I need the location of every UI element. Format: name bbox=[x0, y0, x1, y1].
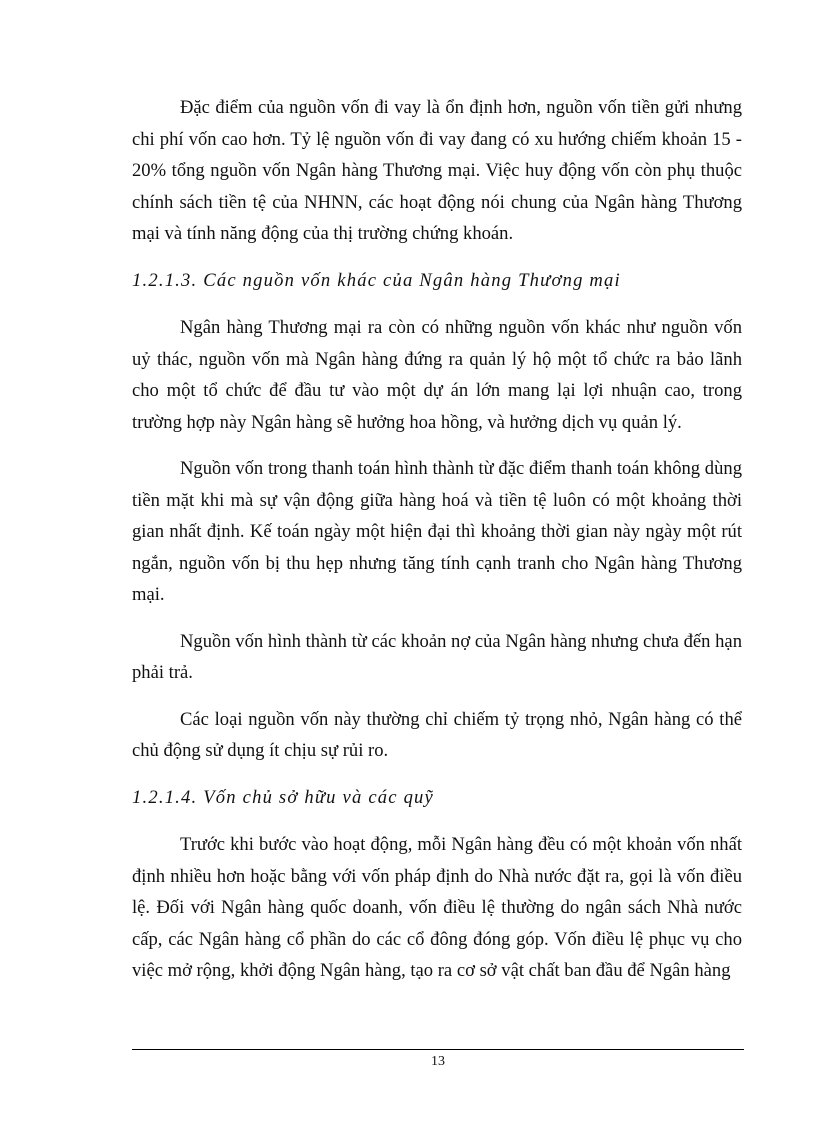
paragraph-payment-capital: Nguồn vốn trong thanh toán hình thành từ đặc điểm thanh toán không dùng tiền mặt khi mà sự vận động giữa hàng hoá và tiền tệ luôn có một khoảng thời gian nhất định. Kế toán ngày một hiện đại thì khoảng thời gian này ngày một rút ngắn, nguồn vốn bị thu hẹp nhưng tăng tính cạnh tranh cho Ngân hàng Thương mại. bbox=[132, 458, 742, 605]
section-heading-other-capital: 1.2.1.3. Các nguồn vốn khác của Ngân hàng Thương mại bbox=[132, 269, 621, 291]
section-heading-equity-funds: 1.2.1.4. Vốn chủ sở hữu và các quỹ bbox=[132, 786, 435, 808]
paragraph-trust-capital: Ngân hàng Thương mại ra còn có những nguồn vốn khác như nguồn vốn uỷ thác, nguồn vốn mà Ngân hàng đứng ra quản lý hộ một tổ chức ra bảo lãnh cho một tổ chức để đầu tư vào một dự án lớn mang lại lợi nhuận cao, trong trường hợp này Ngân hàng sẽ hưởng hoa hồng, và hưởng dịch vụ quản lý. bbox=[132, 317, 742, 433]
paragraph-small-proportion: Các loại nguồn vốn này thường chỉ chiếm tỷ trọng nhỏ, Ngân hàng có thể chủ động sử dụng ít chịu sự rủi ro. bbox=[132, 708, 742, 761]
page-number: 13 bbox=[431, 1054, 445, 1069]
paragraph-borrowed-capital: Đặc điểm của nguồn vốn đi vay là ổn định hơn, nguồn vốn tiền gửi nhưng chi phí vốn cao hơn. Tỷ lệ nguồn vốn đi vay đang có xu hướng chiếm khoản 15 - 20% tổng nguồn vốn Ngân hàng Thương mại. Việc huy động vốn còn phụ thuộc chính sách tiền tệ của NHNN, các hoạt động nói chung của Ngân hàng Thương mại và tính năng động của thị trường chứng khoán. bbox=[132, 97, 742, 244]
paragraph-charter-capital: Trước khi bước vào hoạt động, mỗi Ngân hàng đều có một khoản vốn nhất định nhiều hơn hoặc bằng với vốn pháp định do Nhà nước đặt ra, gọi là vốn điều lệ. Đối với Ngân hàng quốc doanh, vốn điều lệ thường do ngân sách Nhà nước cấp, các Ngân hàng cổ phần do các cổ đông đóng góp. Vốn điều lệ phục vụ cho việc mở rộng, khởi động Ngân hàng, tạo ra cơ sở vật chất ban đầu để Ngân hàng bbox=[132, 834, 742, 981]
footer-divider bbox=[132, 1049, 744, 1050]
document-body bbox=[132, 92, 742, 1002]
paragraph-unpaid-debts: Nguồn vốn hình thành từ các khoản nợ của Ngân hàng nhưng chưa đến hạn phải trả. bbox=[132, 630, 742, 683]
